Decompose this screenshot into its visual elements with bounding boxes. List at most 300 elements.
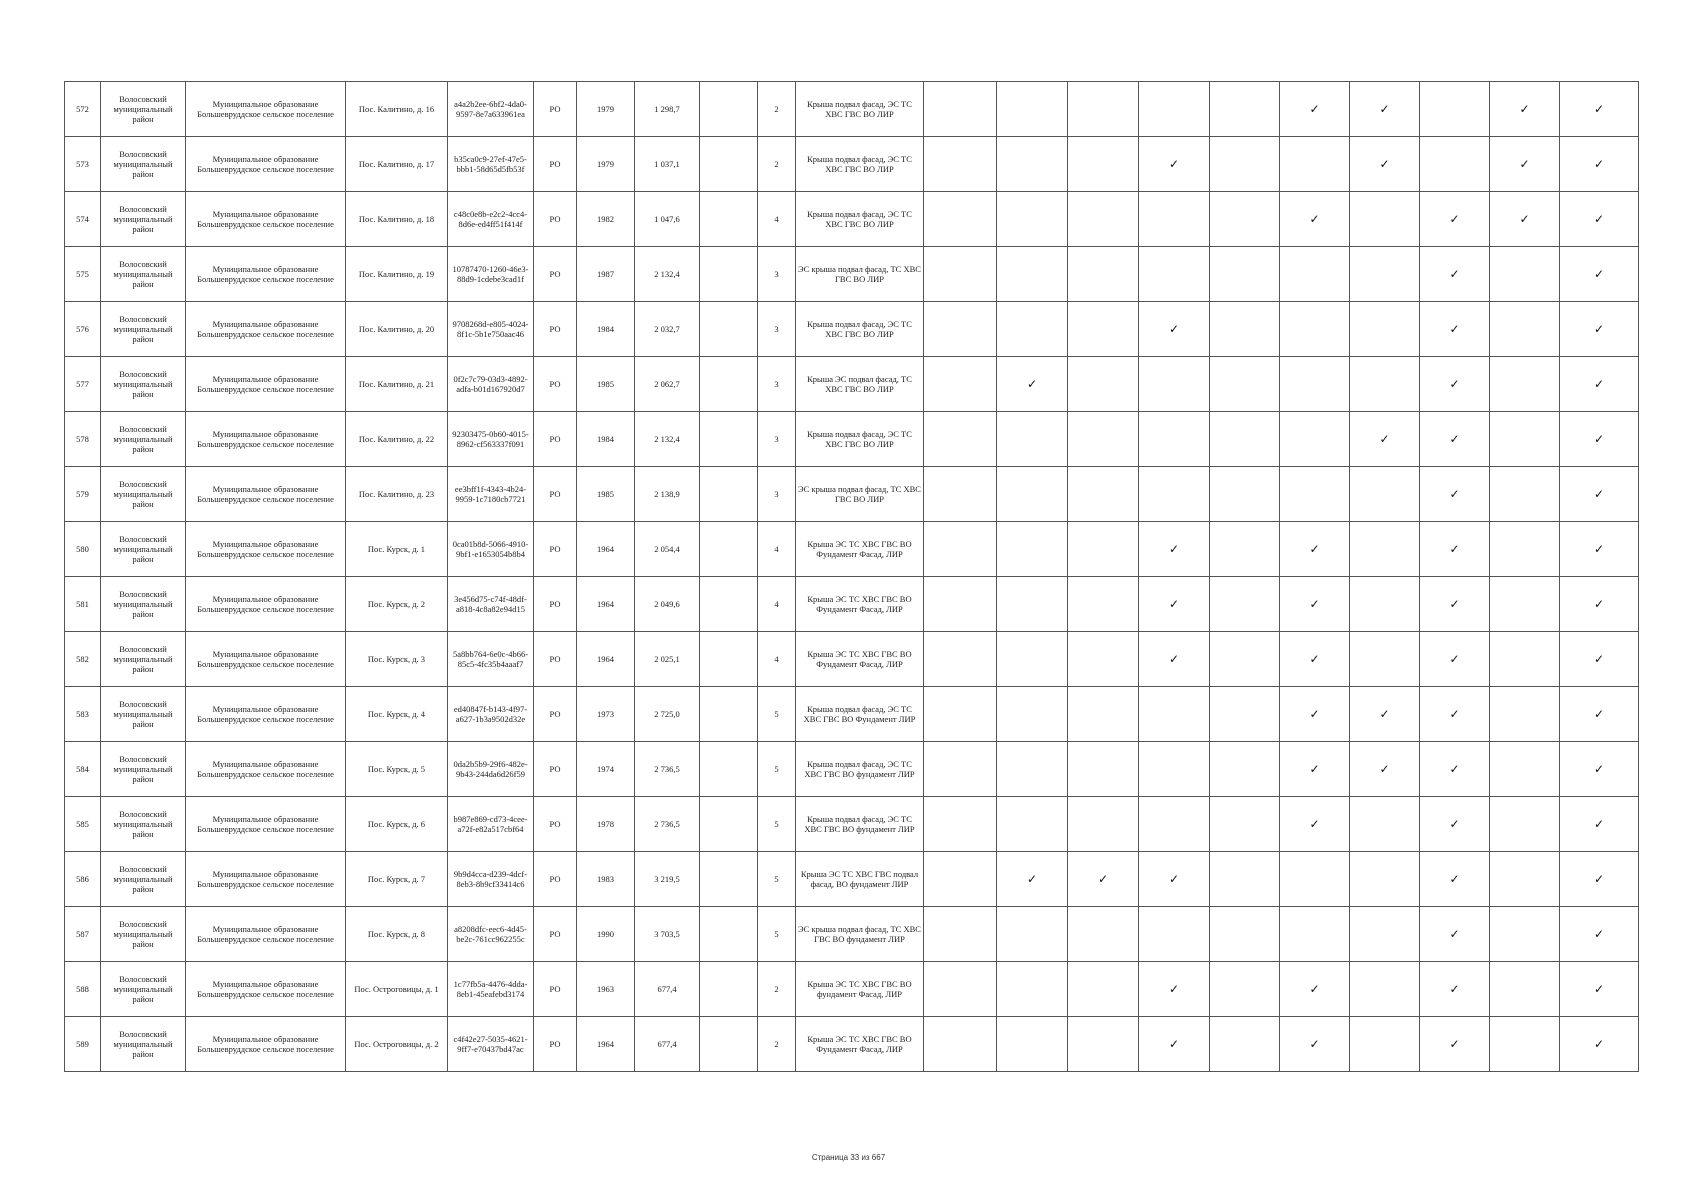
empty-check-cell [1139, 687, 1210, 742]
house-address: Пос. Остроговицы, д. 1 [346, 962, 448, 1017]
table-row [65, 357, 1639, 412]
work-types: Крыша подвал фасад, ЭС ТС ХВС ГВС ВО ЛИР [796, 302, 924, 357]
check-mark-icon: ✓ [1420, 357, 1490, 412]
empty-check-cell [1490, 962, 1560, 1017]
district-name: Волосовский муниципальный район [101, 137, 186, 192]
page-footer: Страница 33 из 667 [811, 1153, 886, 1162]
build-year: 1984 [577, 412, 635, 467]
build-year: 1990 [577, 907, 635, 962]
build-year: 1979 [577, 137, 635, 192]
check-mark-icon: ✓ [1420, 962, 1490, 1017]
check-mark-icon: ✓ [1420, 907, 1490, 962]
floor-count: 3 [758, 302, 796, 357]
check-mark-icon: ✓ [1560, 577, 1639, 632]
house-address: Пос. Курск, д. 4 [346, 687, 448, 742]
total-area: 2 132,4 [635, 412, 700, 467]
house-guid: 92303475-0b60-4015-8962-cf563337f091 [448, 412, 534, 467]
empty-cell [924, 522, 997, 577]
check-mark-icon: ✓ [1280, 962, 1350, 1017]
check-mark-icon: ✓ [1560, 467, 1639, 522]
check-mark-icon: ✓ [1350, 137, 1420, 192]
empty-check-cell [1210, 82, 1280, 137]
house-guid: 0da2b5b9-29f6-482e-9b43-244da6d26f59 [448, 742, 534, 797]
empty-check-cell [1420, 137, 1490, 192]
empty-check-cell [1210, 632, 1280, 687]
table-row [65, 742, 1639, 797]
empty-check-cell [997, 632, 1068, 687]
floor-count: 3 [758, 247, 796, 302]
empty-cell [924, 577, 997, 632]
empty-check-cell [1350, 632, 1420, 687]
check-mark-icon: ✓ [1280, 82, 1350, 137]
check-mark-icon: ✓ [1560, 137, 1639, 192]
district-name: Волосовский муниципальный район [101, 962, 186, 1017]
empty-check-cell [1210, 852, 1280, 907]
empty-check-cell [1490, 852, 1560, 907]
table-row [65, 907, 1639, 962]
empty-check-cell [1210, 687, 1280, 742]
house-guid: a4a2b2ee-6bf2-4da0-9597-8e7a633961ea [448, 82, 534, 137]
check-mark-icon: ✓ [1420, 302, 1490, 357]
district-name: Волосовский муниципальный район [101, 907, 186, 962]
empty-cell [924, 962, 997, 1017]
house-guid: c4f42e27-5035-4621-9ff7-e70437bd47ac [448, 1017, 534, 1072]
municipality-name: Муниципальное образование Большевруддское сельское поселение [186, 852, 346, 907]
municipality-name: Муниципальное образование Большевруддское сельское поселение [186, 412, 346, 467]
district-name: Волосовский муниципальный район [101, 522, 186, 577]
build-year: 1985 [577, 357, 635, 412]
check-mark-icon: ✓ [1350, 412, 1420, 467]
house-guid: 9708268d-e805-4024-8f1c-5b1e750aac46 [448, 302, 534, 357]
empty-check-cell [997, 82, 1068, 137]
empty-check-cell [1210, 962, 1280, 1017]
empty-check-cell [997, 137, 1068, 192]
house-address: Пос. Курск, д. 8 [346, 907, 448, 962]
check-mark-icon: ✓ [1280, 687, 1350, 742]
empty-check-cell [1350, 522, 1420, 577]
row-number: 584 [65, 742, 101, 797]
empty-check-cell [1490, 522, 1560, 577]
empty-check-cell [1068, 302, 1139, 357]
empty-cell [924, 852, 997, 907]
empty-check-cell [997, 687, 1068, 742]
check-mark-icon: ✓ [1280, 632, 1350, 687]
empty-check-cell [1490, 797, 1560, 852]
work-types: Крыша подвал фасад, ЭС ТС ХВС ГВС ВО фундамент ЛИР [796, 797, 924, 852]
empty-cell [700, 907, 758, 962]
fund-type: РО [534, 742, 577, 797]
house-address: Пос. Курск, д. 7 [346, 852, 448, 907]
empty-check-cell [1490, 412, 1560, 467]
district-name: Волосовский муниципальный район [101, 742, 186, 797]
row-number: 586 [65, 852, 101, 907]
fund-type: РО [534, 852, 577, 907]
build-year: 1987 [577, 247, 635, 302]
table-row [65, 577, 1639, 632]
fund-type: РО [534, 302, 577, 357]
district-name: Волосовский муниципальный район [101, 852, 186, 907]
work-types: Крыша подвал фасад, ЭС ТС ХВС ГВС ВО ЛИР [796, 192, 924, 247]
empty-check-cell [1139, 907, 1210, 962]
empty-check-cell [1210, 137, 1280, 192]
build-year: 1983 [577, 852, 635, 907]
municipality-name: Муниципальное образование Большевруддское сельское поселение [186, 907, 346, 962]
empty-check-cell [1490, 1017, 1560, 1072]
empty-cell [700, 852, 758, 907]
row-number: 577 [65, 357, 101, 412]
row-number: 573 [65, 137, 101, 192]
fund-type: РО [534, 632, 577, 687]
row-number: 585 [65, 797, 101, 852]
house-guid: 10787470-1260-46e3-88d9-1cdebe3cad1f [448, 247, 534, 302]
total-area: 677,4 [635, 962, 700, 1017]
district-name: Волосовский муниципальный район [101, 1017, 186, 1072]
check-mark-icon: ✓ [1280, 192, 1350, 247]
empty-cell [924, 357, 997, 412]
check-mark-icon: ✓ [1490, 137, 1560, 192]
check-mark-icon: ✓ [1490, 192, 1560, 247]
empty-check-cell [1210, 247, 1280, 302]
district-name: Волосовский муниципальный район [101, 82, 186, 137]
municipality-name: Муниципальное образование Большевруддское сельское поселение [186, 797, 346, 852]
floor-count: 3 [758, 467, 796, 522]
empty-check-cell [1068, 907, 1139, 962]
house-address: Пос. Курск, д. 3 [346, 632, 448, 687]
empty-check-cell [1139, 467, 1210, 522]
row-number: 582 [65, 632, 101, 687]
check-mark-icon: ✓ [1350, 742, 1420, 797]
check-mark-icon: ✓ [1560, 632, 1639, 687]
house-address: Пос. Курск, д. 2 [346, 577, 448, 632]
work-types: Крыша подвал фасад, ЭС ТС ХВС ГВС ВО ЛИР [796, 82, 924, 137]
fund-type: РО [534, 192, 577, 247]
house-address: Пос. Курск, д. 5 [346, 742, 448, 797]
row-number: 583 [65, 687, 101, 742]
fund-type: РО [534, 522, 577, 577]
empty-check-cell [1068, 962, 1139, 1017]
build-year: 1964 [577, 522, 635, 577]
check-mark-icon: ✓ [1420, 247, 1490, 302]
check-mark-icon: ✓ [1350, 687, 1420, 742]
empty-check-cell [1139, 412, 1210, 467]
floor-count: 4 [758, 632, 796, 687]
empty-check-cell [997, 1017, 1068, 1072]
row-number: 587 [65, 907, 101, 962]
empty-check-cell [1490, 632, 1560, 687]
fund-type: РО [534, 577, 577, 632]
build-year: 1984 [577, 302, 635, 357]
table-row [65, 1017, 1639, 1072]
house-guid: b987e869-cd73-4cee-a72f-e82a517cbf64 [448, 797, 534, 852]
floor-count: 2 [758, 962, 796, 1017]
work-types: Крыша ЭС ТС ХВС ГВС подвал фасад, ВО фундамент ЛИР [796, 852, 924, 907]
check-mark-icon: ✓ [1139, 1017, 1210, 1072]
empty-check-cell [1280, 357, 1350, 412]
check-mark-icon: ✓ [1420, 522, 1490, 577]
total-area: 1 037,1 [635, 137, 700, 192]
municipality-name: Муниципальное образование Большевруддское сельское поселение [186, 687, 346, 742]
empty-check-cell [1490, 687, 1560, 742]
municipality-name: Муниципальное образование Большевруддское сельское поселение [186, 577, 346, 632]
fund-type: РО [534, 687, 577, 742]
empty-check-cell [1068, 687, 1139, 742]
house-guid: ee3bff1f-4343-4b24-9959-1c7180cb7721 [448, 467, 534, 522]
fund-type: РО [534, 797, 577, 852]
check-mark-icon: ✓ [1420, 742, 1490, 797]
empty-check-cell [1210, 302, 1280, 357]
empty-cell [924, 82, 997, 137]
build-year: 1964 [577, 577, 635, 632]
empty-check-cell [997, 577, 1068, 632]
house-guid: ed40847f-b143-4f97-a627-1b3a9502d32e [448, 687, 534, 742]
total-area: 2 736,5 [635, 797, 700, 852]
check-mark-icon: ✓ [1280, 742, 1350, 797]
empty-cell [924, 247, 997, 302]
house-guid: b35ca0c9-27ef-47e5-bbb1-58d65d5fb53f [448, 137, 534, 192]
empty-check-cell [1210, 742, 1280, 797]
total-area: 2 062,7 [635, 357, 700, 412]
empty-check-cell [1280, 247, 1350, 302]
work-types: ЭС крыша подвал фасад, ТС ХВС ГВС ВО ЛИР [796, 247, 924, 302]
house-guid: 3e456d75-c74f-48df-a818-4c8a82e94d15 [448, 577, 534, 632]
check-mark-icon: ✓ [1139, 522, 1210, 577]
check-mark-icon: ✓ [1560, 357, 1639, 412]
floor-count: 5 [758, 907, 796, 962]
work-types: Крыша подвал фасад, ЭС ТС ХВС ГВС ВО Фундамент ЛИР [796, 687, 924, 742]
work-types: Крыша ЭС ТС ХВС ГВС ВО Фундамент Фасад, ЛИР [796, 577, 924, 632]
house-guid: a8208dfc-eec6-4d45-be2c-761cc962255c [448, 907, 534, 962]
work-types: Крыша ЭС ТС ХВС ГВС ВО Фундамент Фасад, ЛИР [796, 1017, 924, 1072]
check-mark-icon: ✓ [1420, 687, 1490, 742]
table-row [65, 852, 1639, 907]
empty-check-cell [1350, 577, 1420, 632]
table-row [65, 522, 1639, 577]
check-mark-icon: ✓ [1560, 907, 1639, 962]
empty-cell [700, 357, 758, 412]
floor-count: 5 [758, 742, 796, 797]
house-guid: 0f2c7c79-03d3-4892-adfa-b01d167920d7 [448, 357, 534, 412]
build-year: 1979 [577, 82, 635, 137]
floor-count: 2 [758, 1017, 796, 1072]
work-types: Крыша ЭС ТС ХВС ГВС ВО Фундамент Фасад, ЛИР [796, 522, 924, 577]
empty-check-cell [997, 797, 1068, 852]
floor-count: 3 [758, 412, 796, 467]
fund-type: РО [534, 907, 577, 962]
municipality-name: Муниципальное образование Большевруддское сельское поселение [186, 467, 346, 522]
fund-type: РО [534, 962, 577, 1017]
check-mark-icon: ✓ [1490, 82, 1560, 137]
floor-count: 4 [758, 522, 796, 577]
municipality-name: Муниципальное образование Большевруддское сельское поселение [186, 192, 346, 247]
house-address: Пос. Калитино, д. 20 [346, 302, 448, 357]
empty-check-cell [1210, 192, 1280, 247]
empty-check-cell [1139, 742, 1210, 797]
empty-check-cell [997, 522, 1068, 577]
empty-check-cell [1139, 357, 1210, 412]
row-number: 589 [65, 1017, 101, 1072]
check-mark-icon: ✓ [1560, 247, 1639, 302]
table-row [65, 137, 1639, 192]
empty-cell [700, 742, 758, 797]
check-mark-icon: ✓ [1560, 412, 1639, 467]
district-name: Волосовский муниципальный район [101, 467, 186, 522]
total-area: 2 032,7 [635, 302, 700, 357]
check-mark-icon: ✓ [1420, 1017, 1490, 1072]
empty-cell [700, 962, 758, 1017]
check-mark-icon: ✓ [1420, 577, 1490, 632]
house-address: Пос. Калитино, д. 18 [346, 192, 448, 247]
house-address: Пос. Калитино, д. 17 [346, 137, 448, 192]
municipality-name: Муниципальное образование Большевруддское сельское поселение [186, 522, 346, 577]
check-mark-icon: ✓ [1420, 797, 1490, 852]
empty-check-cell [1350, 852, 1420, 907]
empty-check-cell [1280, 137, 1350, 192]
empty-check-cell [1068, 797, 1139, 852]
empty-check-cell [1068, 82, 1139, 137]
empty-check-cell [1068, 357, 1139, 412]
fund-type: РО [534, 137, 577, 192]
check-mark-icon: ✓ [1560, 852, 1639, 907]
table-row [65, 302, 1639, 357]
housing-register-table [64, 81, 1639, 1072]
municipality-name: Муниципальное образование Большевруддское сельское поселение [186, 962, 346, 1017]
table-row [65, 82, 1639, 137]
house-guid: 5a8bb764-6e0c-4b66-85c5-4fc35b4aaaf7 [448, 632, 534, 687]
empty-check-cell [1350, 1017, 1420, 1072]
check-mark-icon: ✓ [1420, 412, 1490, 467]
municipality-name: Муниципальное образование Большевруддское сельское поселение [186, 1017, 346, 1072]
empty-cell [700, 192, 758, 247]
empty-check-cell [1280, 302, 1350, 357]
check-mark-icon: ✓ [1280, 577, 1350, 632]
table-row [65, 467, 1639, 522]
empty-check-cell [1490, 742, 1560, 797]
fund-type: РО [534, 247, 577, 302]
district-name: Волосовский муниципальный район [101, 632, 186, 687]
empty-check-cell [997, 302, 1068, 357]
empty-check-cell [1068, 192, 1139, 247]
total-area: 3 703,5 [635, 907, 700, 962]
empty-check-cell [1350, 192, 1420, 247]
empty-cell [700, 522, 758, 577]
empty-cell [924, 467, 997, 522]
check-mark-icon: ✓ [1560, 962, 1639, 1017]
check-mark-icon: ✓ [1280, 522, 1350, 577]
house-address: Пос. Калитино, д. 16 [346, 82, 448, 137]
work-types: Крыша подвал фасад, ЭС ТС ХВС ГВС ВО ЛИР [796, 412, 924, 467]
empty-cell [700, 1017, 758, 1072]
house-guid: 1c77fb5a-4476-4dda-8eb1-45eafebd3174 [448, 962, 534, 1017]
check-mark-icon: ✓ [997, 852, 1068, 907]
empty-cell [924, 412, 997, 467]
empty-check-cell [1068, 247, 1139, 302]
empty-check-cell [1210, 907, 1280, 962]
district-name: Волосовский муниципальный район [101, 247, 186, 302]
work-types: Крыша ЭС ТС ХВС ГВС ВО Фундамент Фасад, ЛИР [796, 632, 924, 687]
empty-check-cell [1490, 907, 1560, 962]
empty-check-cell [997, 962, 1068, 1017]
floor-count: 5 [758, 797, 796, 852]
district-name: Волосовский муниципальный район [101, 687, 186, 742]
empty-check-cell [1280, 467, 1350, 522]
work-types: Крыша подвал фасад, ЭС ТС ХВС ГВС ВО ЛИР [796, 137, 924, 192]
house-guid: 0ca01b8d-5066-4910-9bf1-e1653054b8b4 [448, 522, 534, 577]
total-area: 2 049,6 [635, 577, 700, 632]
total-area: 2 054,4 [635, 522, 700, 577]
house-address: Пос. Калитино, д. 22 [346, 412, 448, 467]
empty-check-cell [997, 467, 1068, 522]
row-number: 579 [65, 467, 101, 522]
empty-check-cell [1068, 467, 1139, 522]
row-number: 578 [65, 412, 101, 467]
empty-cell [700, 302, 758, 357]
check-mark-icon: ✓ [1560, 797, 1639, 852]
table-body [65, 82, 1639, 1072]
district-name: Волосовский муниципальный район [101, 192, 186, 247]
empty-cell [924, 907, 997, 962]
check-mark-icon: ✓ [1420, 192, 1490, 247]
build-year: 1985 [577, 467, 635, 522]
municipality-name: Муниципальное образование Большевруддское сельское поселение [186, 247, 346, 302]
municipality-name: Муниципальное образование Большевруддское сельское поселение [186, 82, 346, 137]
empty-cell [924, 632, 997, 687]
check-mark-icon: ✓ [1139, 852, 1210, 907]
floor-count: 5 [758, 687, 796, 742]
work-types: ЭС крыша подвал фасад, ТС ХВС ГВС ВО фундамент ЛИР [796, 907, 924, 962]
empty-check-cell [1210, 577, 1280, 632]
fund-type: РО [534, 412, 577, 467]
fund-type: РО [534, 467, 577, 522]
total-area: 1 047,6 [635, 192, 700, 247]
fund-type: РО [534, 357, 577, 412]
check-mark-icon: ✓ [1139, 962, 1210, 1017]
work-types: ЭС крыша подвал фасад, ТС ХВС ГВС ВО ЛИР [796, 467, 924, 522]
check-mark-icon: ✓ [1139, 632, 1210, 687]
check-mark-icon: ✓ [1420, 467, 1490, 522]
empty-cell [924, 192, 997, 247]
table-row [65, 412, 1639, 467]
district-name: Волосовский муниципальный район [101, 412, 186, 467]
house-guid: c48c0e8b-e2c2-4cc4-8d6e-ed4ff51f414f [448, 192, 534, 247]
row-number: 574 [65, 192, 101, 247]
check-mark-icon: ✓ [1560, 742, 1639, 797]
row-number: 581 [65, 577, 101, 632]
build-year: 1963 [577, 962, 635, 1017]
municipality-name: Муниципальное образование Большевруддское сельское поселение [186, 632, 346, 687]
row-number: 580 [65, 522, 101, 577]
empty-check-cell [1139, 247, 1210, 302]
work-types: Крыша ЭС ТС ХВС ГВС ВО фундамент Фасад, ЛИР [796, 962, 924, 1017]
house-address: Пос. Калитино, д. 19 [346, 247, 448, 302]
row-number: 576 [65, 302, 101, 357]
empty-check-cell [1068, 742, 1139, 797]
municipality-name: Муниципальное образование Большевруддское сельское поселение [186, 302, 346, 357]
empty-cell [700, 137, 758, 192]
empty-check-cell [1490, 247, 1560, 302]
house-guid: 9b9d4cca-d239-4dcf-8eb3-8b9cf33414c6 [448, 852, 534, 907]
empty-check-cell [1490, 302, 1560, 357]
municipality-name: Муниципальное образование Большевруддское сельское поселение [186, 742, 346, 797]
check-mark-icon: ✓ [1560, 1017, 1639, 1072]
table-row [65, 247, 1639, 302]
empty-cell [700, 412, 758, 467]
check-mark-icon: ✓ [1420, 852, 1490, 907]
district-name: Волосовский муниципальный район [101, 797, 186, 852]
empty-cell [924, 137, 997, 192]
empty-check-cell [1280, 412, 1350, 467]
table-row [65, 632, 1639, 687]
work-types: Крыша подвал фасад, ЭС ТС ХВС ГВС ВО фундамент ЛИР [796, 742, 924, 797]
